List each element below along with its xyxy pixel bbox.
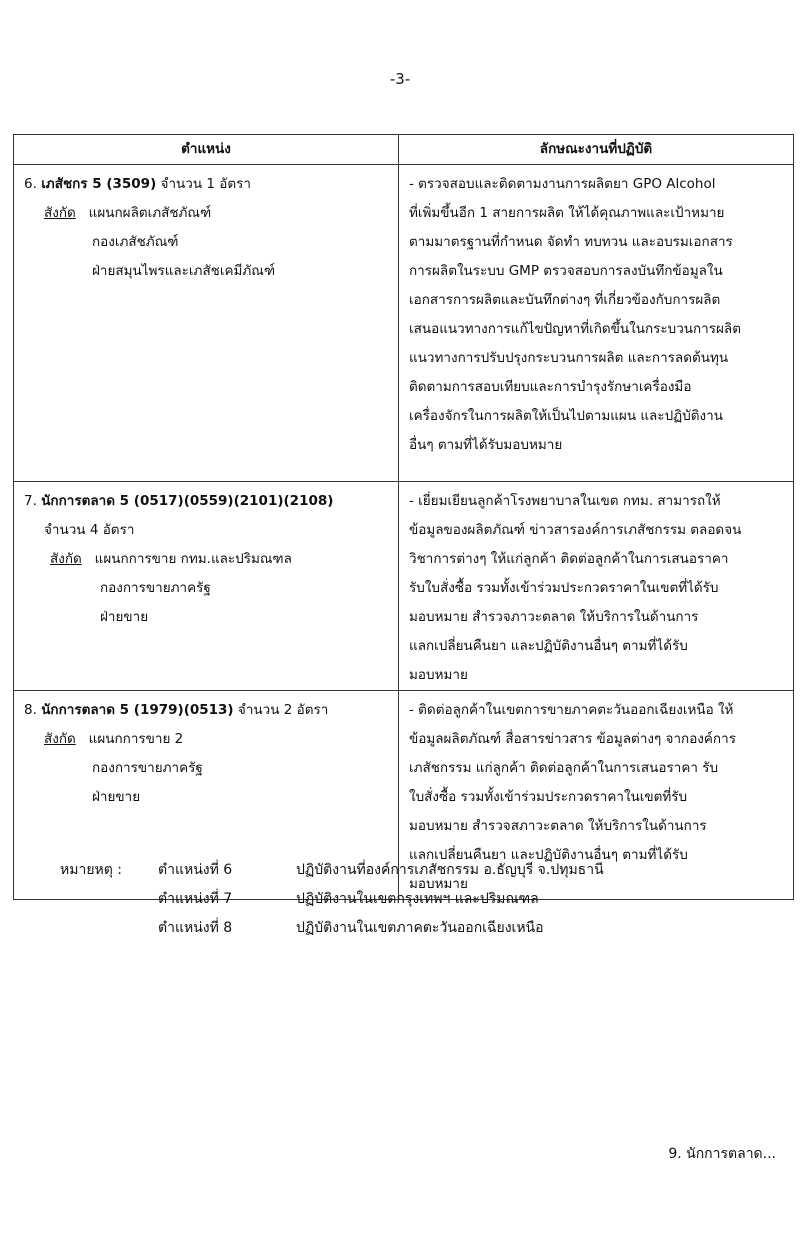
department-division: กองการขายภาครัฐ [100,580,211,596]
position-title-line [24,696,392,725]
duty-line: แลกเปลี่ยนคืนยา และปฏิบัติงานอื่นๆ ตามที่ได้รับ [409,638,688,654]
position-cell [14,482,399,691]
duty-line: มอบหมาย สำรวจสภาวะตลาด ให้บริการในด้านการ [409,818,707,834]
duty-line: ข้อมูลผลิตภัณฑ์ สื่อสารข่าวสาร ข้อมูลต่างๆ จากองค์การ [409,731,736,747]
note-location: ปฏิบัติงานที่องค์การเภสัชกรรม อ.ธัญบุรี จ.ปทุมธานี [296,862,604,878]
duty-line: เอกสารการผลิตและบันทึกต่างๆ ที่เกี่ยวข้องกับการผลิต [409,292,721,308]
affiliation-label: สังกัด [44,731,76,747]
position-count: จำนวน 1 อัตรา [160,176,251,192]
duty-line: มอบหมาย [409,876,468,892]
note-position: ตำแหน่งที่ 7 [158,891,233,907]
position-number: 8. [24,702,37,718]
table-row [14,165,794,482]
department-bureau: ฝ่ายขาย [100,609,149,625]
affiliation-label: สังกัด [50,551,82,567]
duty-line: ตามมาตรฐานที่กำหนด จัดทำ ทบทวน และอบรมเอกสาร [409,234,733,250]
department-bureau: ฝ่ายสมุนไพรและเภสัชเคมีภัณฑ์ [92,263,276,279]
duty-line: อื่นๆ ตามที่ได้รับมอบหมาย [409,437,563,453]
affiliation-line [24,725,392,754]
duty-line: มอบหมาย สำรวจภาวะตลาด ให้บริการในด้านการ [409,609,699,625]
duties-cell [399,482,794,691]
header-duties: ลักษณะงานที่ปฏิบัติ [399,135,794,165]
duty-line: ใบสั่งซื้อ รวมทั้งเข้าร่วมประกวดราคาในเขตที่รับ [409,789,688,805]
header-position: ตำแหน่ง [14,135,399,165]
duty-line: แนวทางการปรับปรุงกระบวนการผลิต และการลดต้นทุน [409,350,729,366]
note-row [60,914,604,943]
note-location: ปฏิบัติงานในเขตภาคตะวันออกเฉียงเหนือ [296,920,544,936]
position-title-line [24,170,392,199]
affiliation-line [24,545,392,574]
department-bureau: ฝ่ายขาย [92,789,141,805]
duty-line: วิชาการต่างๆ ให้แก่ลูกค้า ติดต่อลูกค้าในการเสนอราคา [409,551,729,567]
duty-line: ข้อมูลของผลิตภัณฑ์ ข่าวสารองค์การเภสัชกรรม ตลอดจน [409,522,742,538]
duty-line: - เยี่ยมเยียนลูกค้าโรงพยาบาลในเขต กทม. สามารถให้ [409,493,721,509]
duty-line: - ติดต่อลูกค้าในเขตการขายภาคตะวันออกเฉียงเหนือ ให้ [409,702,734,718]
position-cell [14,165,399,482]
duty-line: ติดตามการสอบเทียบและการบำรุงรักษาเครื่องมือ [409,379,692,395]
department-section: แผนกผลิตเภสัชภัณฑ์ [88,205,212,221]
notes-section [60,856,604,943]
duty-line: รับใบสั่งซื้อ รวมทั้งเข้าร่วมประกวดราคาในเขตที่ได้รับ [409,580,719,596]
position-number: 6. [24,176,37,192]
position-title: นักการตลาด 5 (1979)(0513) [41,702,234,718]
duty-line: เสนอแนวทางการแก้ไขปัญหาที่เกิดขึ้นในกระบวนการผลิต [409,321,741,337]
duty-line: เภสัชกรรม แก่ลูกค้า ติดต่อลูกค้าในการเสนอราคา รับ [409,760,719,776]
notes-label: หมายหตุ : [60,862,123,878]
note-position: ตำแหน่งที่ 6 [158,862,233,878]
position-count: จำนวน 4 อัตรา [44,522,135,538]
duties-cell [399,165,794,482]
duty-line: เครื่องจักรในการผลิตให้เป็นไปตามแผน และปฏิบัติงาน [409,408,723,424]
department-section: แผนกการขาย กทม.และปริมณฑล [94,551,292,567]
duty-line: - ตรวจสอบและติดตามงานการผลิตยา GPO Alcohol [409,176,716,192]
affiliation-line [24,199,392,228]
position-count: จำนวน 2 อัตรา [237,702,329,718]
page-number: -3- [389,70,411,88]
note-row [60,885,604,914]
position-number: 7. [24,493,37,509]
affiliation-label: สังกัด [44,205,76,221]
note-location: ปฏิบัติงานในเขตกรุงเทพฯ และปริมณฑล [296,891,539,907]
duty-line: มอบหมาย [409,667,468,683]
positions-table [13,134,794,900]
table-header-row [14,135,794,165]
department-division: กองเภสัชภัณฑ์ [92,234,179,250]
position-title: เภสัชกร 5 (3509) [41,176,157,192]
duty-line: การผลิตในระบบ GMP ตรวจสอบการลงบันทึกข้อมูลใน [409,263,723,279]
note-row [60,856,604,885]
table-row [14,482,794,691]
note-position: ตำแหน่งที่ 8 [158,920,233,936]
duty-line: ที่เพิ่มขึ้นอีก 1 สายการผลิต ให้ได้คุณภาพและเป้าหมาย [409,205,725,221]
department-division: กองการขายภาครัฐ [92,760,203,776]
position-title-line [24,487,392,516]
department-section: แผนกการขาย 2 [88,731,184,747]
position-title: นักการตลาด 5 (0517)(0559)(2101)(2108) [41,493,334,509]
continuation-note: 9. นักการตลาด... [668,1146,776,1162]
duty-line: แลกเปลี่ยนคืนยา และปฏิบัติงานอื่นๆ ตามที่ได้รับ [409,847,688,863]
